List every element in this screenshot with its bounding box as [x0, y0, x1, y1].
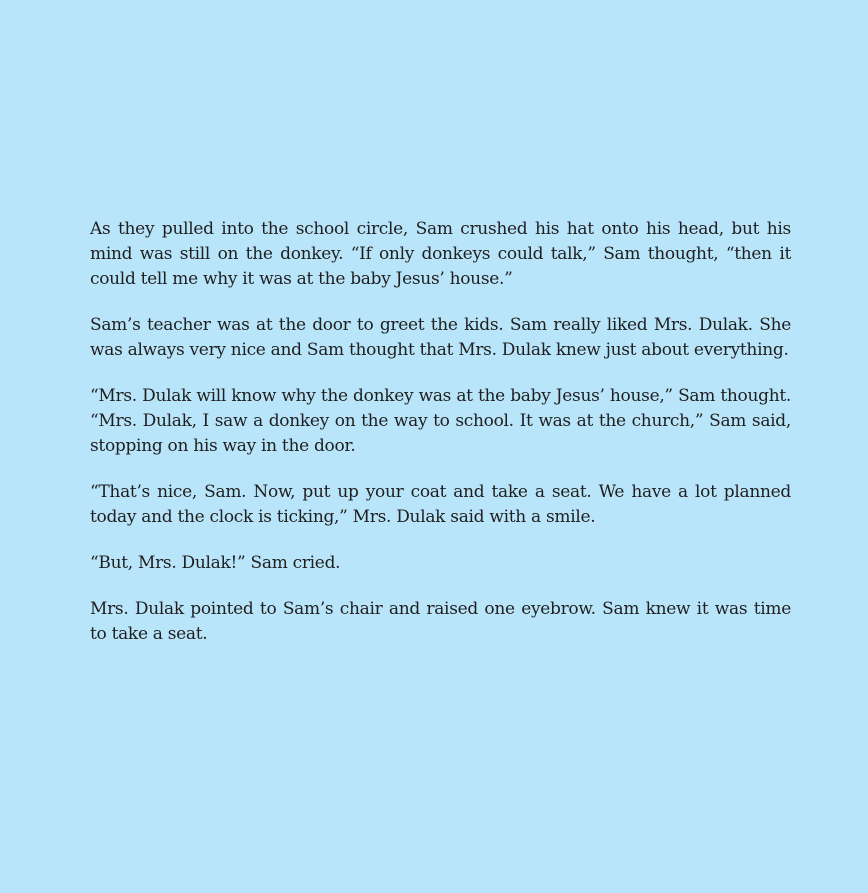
- story-text-block: [90, 217, 791, 668]
- story-paragraph: “But, Mrs. Dulak!” Sam cried.: [90, 553, 341, 573]
- story-paragraph: As they pulled into the school circle, Sam crushed his hat onto his head, but his mind was still on the donkey. “If only donkeys could talk,” Sam thought, “then it could tell me why it was at the baby Jesus’ house.”: [90, 219, 791, 289]
- story-paragraph: Sam’s teacher was at the door to greet the kids. Sam really liked Mrs. Dulak. She was always very nice and Sam thought that Mrs. Dulak knew just about everything.: [90, 315, 791, 360]
- story-paragraph: “Mrs. Dulak will know why the donkey was at the baby Jesus’ house,” Sam thought. “Mrs. Dulak, I saw a donkey on the way to school. It was at the church,” Sam said, stopping on his way in the door.: [90, 386, 791, 456]
- story-paragraph: Mrs. Dulak pointed to Sam’s chair and raised one eyebrow. Sam knew it was time to take a seat.: [90, 599, 791, 644]
- story-paragraph: “That’s nice, Sam. Now, put up your coat and take a seat. We have a lot planned today and the clock is ticking,” Mrs. Dulak said with a smile.: [90, 482, 791, 527]
